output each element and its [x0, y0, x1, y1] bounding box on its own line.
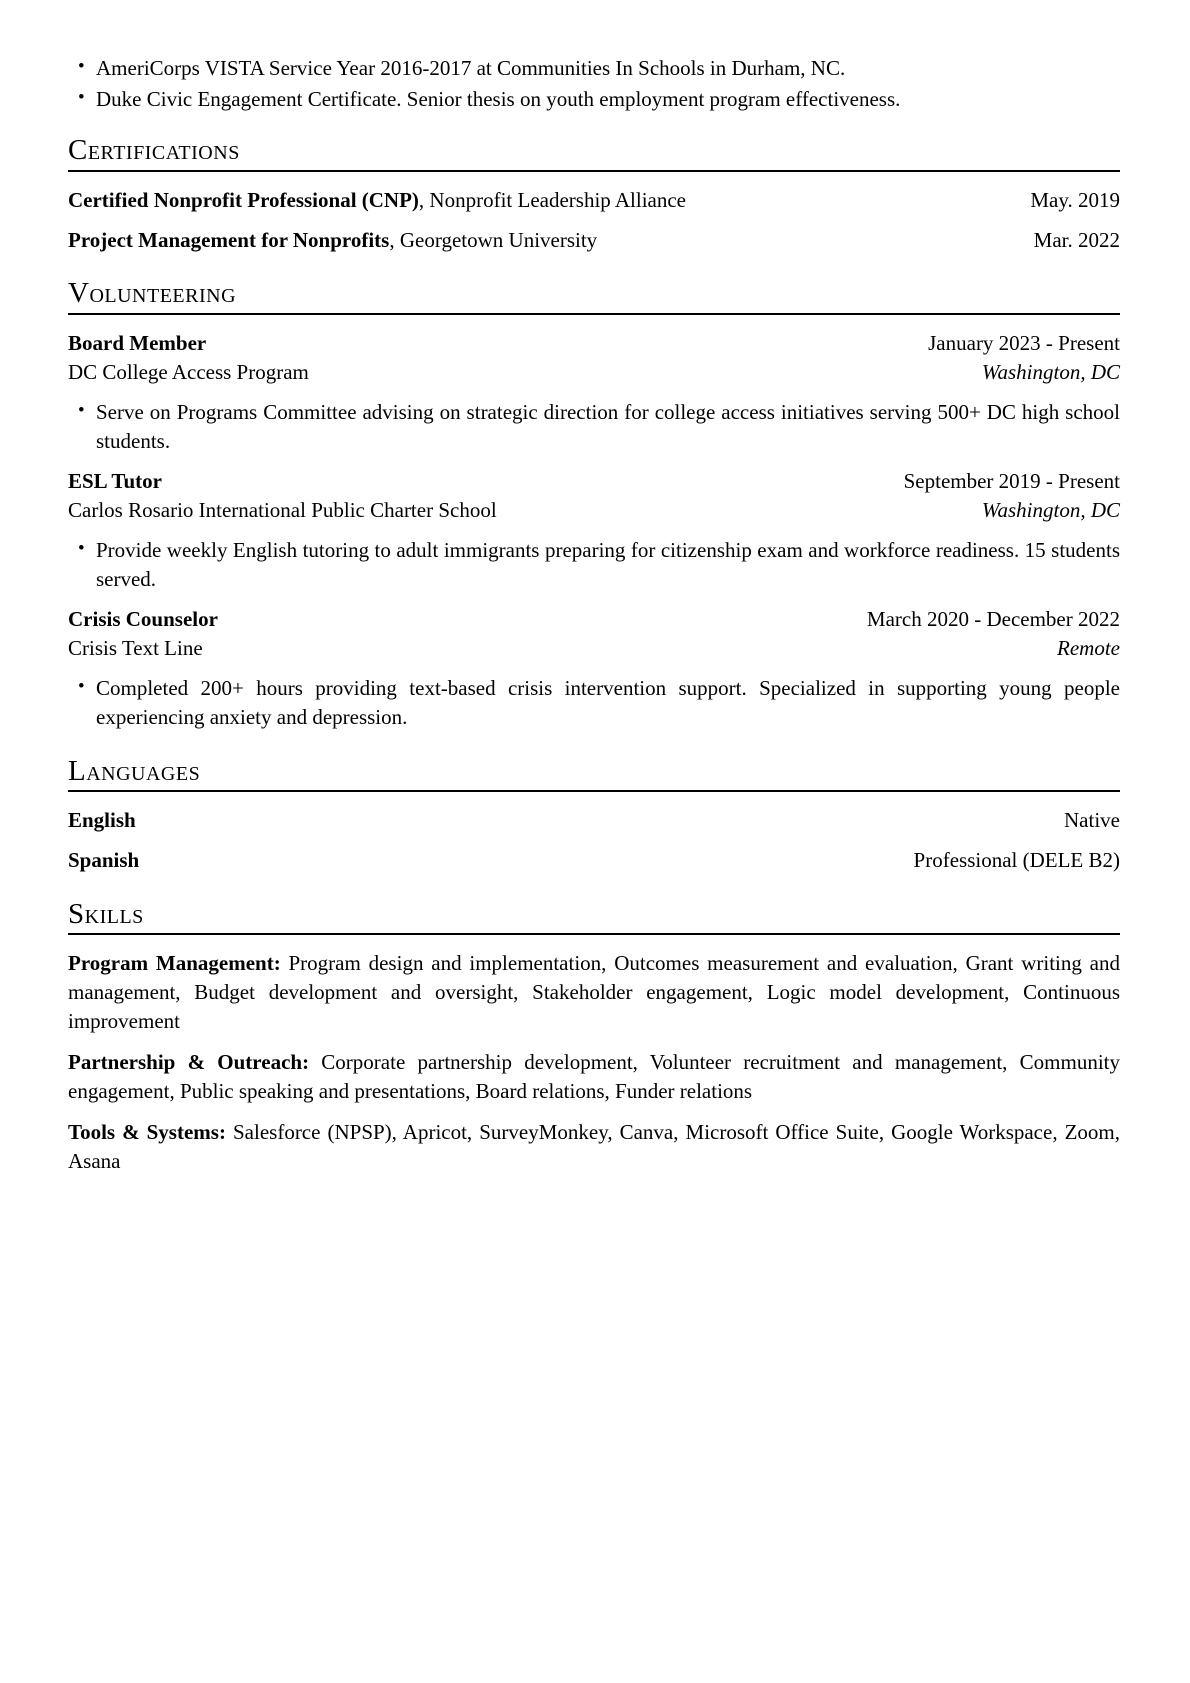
- skill-paragraph: [68, 949, 1120, 1035]
- section-heading-languages: Languages: [68, 756, 1120, 793]
- entry-header-row: [68, 329, 1120, 358]
- bullet-icon: •: [78, 56, 85, 77]
- entry-dates: March 2020 - December 2022: [866, 607, 1120, 632]
- bullet-icon: •: [78, 86, 85, 108]
- entry-subheader-row: [68, 634, 1120, 663]
- certification-date: May. 2019: [1030, 187, 1120, 212]
- certification-issuer: , Nonprofit Leadership Alliance: [418, 187, 687, 212]
- list-item: [68, 398, 1120, 455]
- entry-role: Board Member: [68, 330, 207, 355]
- entry-organization: Carlos Rosario International Public Charter School: [68, 497, 497, 522]
- skill-category: Tools & Systems:: [68, 1120, 226, 1145]
- certification-row: [68, 186, 1120, 215]
- intro-bullet-text: AmeriCorps VISTA Service Year 2016-2017 at Communities In Schools in Durham, NC.: [96, 56, 846, 80]
- entry-dates: January 2023 - Present: [928, 330, 1120, 355]
- skill-paragraph: [68, 1118, 1120, 1175]
- entry-bullet-text: Provide weekly English tutoring to adult immigrants preparing for citizenship exam and workforce readiness. 15 students served.: [96, 538, 1120, 591]
- entry-role: Crisis Counselor: [68, 607, 218, 632]
- entry-header-row: [68, 467, 1120, 496]
- entry-header-row: [68, 605, 1120, 634]
- list-item: [68, 674, 1120, 731]
- certification-title: Project Management for Nonprofits: [68, 227, 390, 252]
- skill-detail: Salesforce (NPSP), Apricot, SurveyMonkey, Canva, Microsoft Office Suite, Google Workspace, Zoom, Asana: [68, 1120, 1121, 1173]
- language-row: [68, 806, 1120, 835]
- bullet-icon: •: [78, 400, 85, 422]
- entry-location: Washington, DC: [981, 497, 1120, 522]
- intro-bullet-text: Duke Civic Engagement Certificate. Senior thesis on youth employment program effectiveness.: [96, 86, 901, 111]
- section-heading-skills: Skills: [68, 899, 1120, 936]
- entry-bullet-text: Completed 200+ hours providing text-based crisis intervention support. Specialized in supporting young people experiencing anxiety and depression.: [96, 676, 1120, 729]
- list-item: [68, 54, 1120, 83]
- certification-date: Mar. 2022: [1033, 227, 1120, 252]
- entry-role: ESL Tutor: [68, 469, 162, 494]
- entry-organization: DC College Access Program: [68, 359, 309, 384]
- entry-location: Washington, DC: [981, 359, 1120, 384]
- section-heading-certifications: Certifications: [68, 135, 1120, 172]
- list-item: [68, 85, 1120, 114]
- skill-detail: Corporate partnership development, Volunteer recruitment and management, Community engagement, Public speaking and presentations, Board relations, Funder relations: [68, 1050, 1120, 1103]
- language-row: [68, 846, 1120, 875]
- entry-subheader-row: [68, 358, 1120, 387]
- volunteering-entry: [68, 329, 1120, 455]
- certification-title-line: [68, 226, 1034, 255]
- volunteering-section: [68, 329, 1120, 732]
- section-heading-volunteering: Volunteering: [68, 278, 1120, 315]
- language-name: English: [68, 808, 136, 833]
- certifications-section: [68, 186, 1120, 254]
- skill-category: Program Management:: [68, 951, 281, 976]
- volunteering-entry: [68, 605, 1120, 731]
- list-item: [68, 536, 1120, 593]
- certification-title-line: [68, 186, 1030, 215]
- entry-subheader-row: [68, 496, 1120, 525]
- skills-section: [68, 949, 1120, 1175]
- entry-bullet-text: Serve on Programs Committee advising on strategic direction for college access initiatives serving 500+ DC high school students.: [96, 400, 1120, 453]
- language-name: Spanish: [68, 847, 140, 872]
- skill-paragraph: [68, 1048, 1120, 1105]
- entry-dates: September 2019 - Present: [903, 469, 1120, 494]
- volunteering-entry: [68, 467, 1120, 593]
- skill-category: Partnership & Outreach:: [68, 1050, 310, 1075]
- entry-organization: Crisis Text Line: [68, 635, 203, 660]
- entry-location: Remote: [1057, 635, 1120, 660]
- language-level: Professional (DELE B2): [913, 847, 1120, 872]
- certification-title: Certified Nonprofit Professional (CNP): [68, 187, 419, 212]
- skill-detail: Program design and implementation, Outcomes measurement and evaluation, Grant writing and management, Budget development and oversight, Stakeholder engagement, Logic model development, Continuous improvement: [68, 951, 1120, 1033]
- bullet-icon: •: [78, 538, 85, 560]
- languages-section: [68, 806, 1120, 874]
- intro-bullet-list: [68, 54, 1120, 113]
- certification-issuer: , Georgetown University: [389, 227, 598, 252]
- certification-row: [68, 226, 1120, 255]
- bullet-icon: •: [78, 676, 85, 698]
- language-level: Native: [1064, 808, 1120, 833]
